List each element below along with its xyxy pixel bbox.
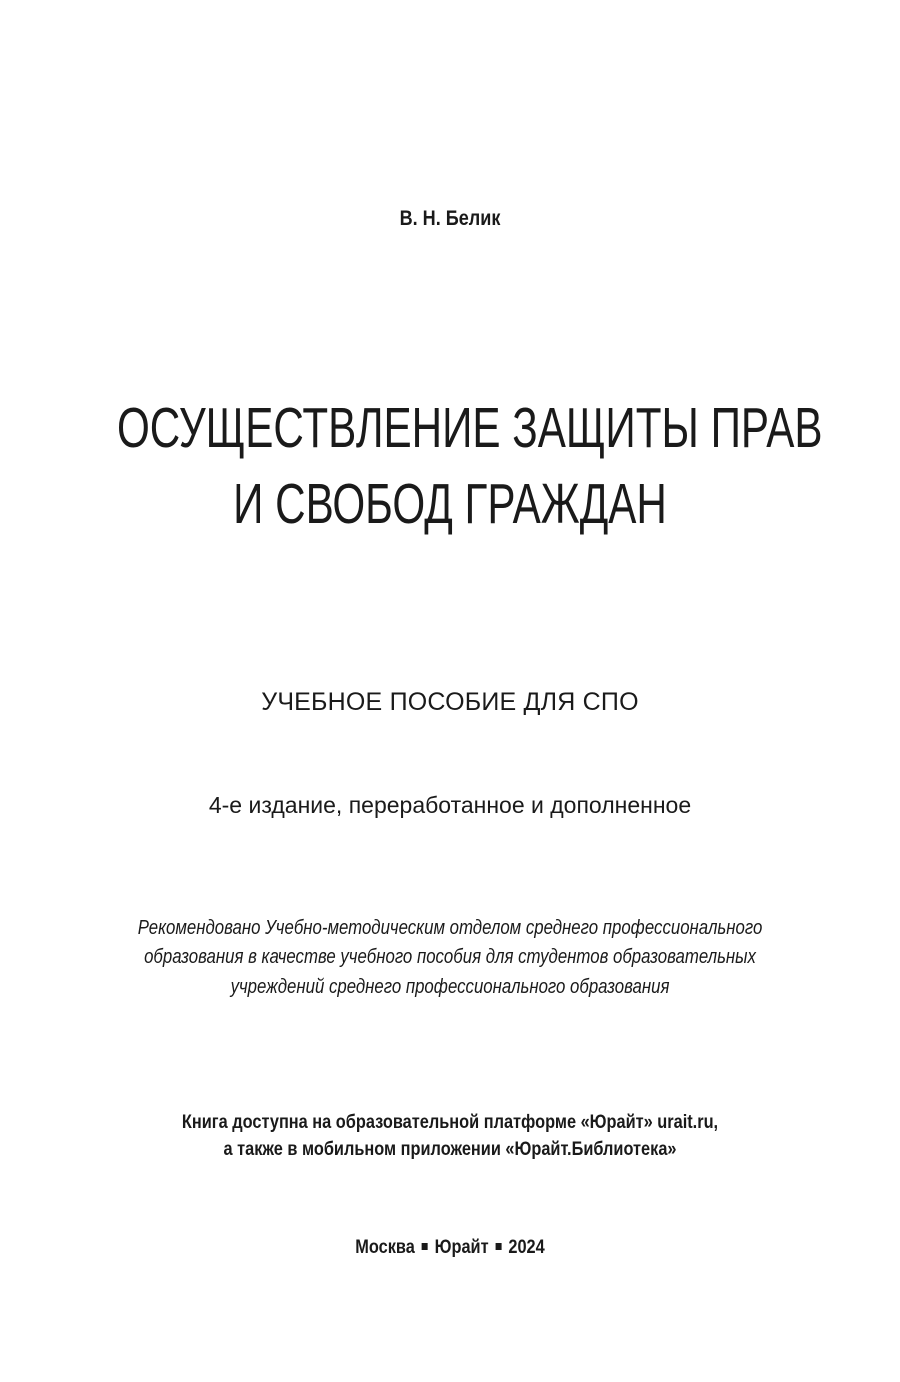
- recommendation-line-2: образования в качестве учебного пособия для студентов образовательных: [144, 946, 756, 968]
- book-subtitle: УЧЕБНОЕ ПОСОБИЕ ДЛЯ СПО: [261, 688, 639, 716]
- availability-line-1: Книга доступна на образовательной платформе «Юрайт» urait.ru,: [181, 1112, 719, 1133]
- square-separator-icon: [422, 1243, 428, 1250]
- imprint-city: Москва: [355, 1237, 415, 1258]
- availability-line-2: а также в мобильном приложении «Юрайт.Библиотека»: [223, 1139, 677, 1160]
- book-title-line-2: И СВОБОД ГРАЖДАН: [233, 472, 667, 536]
- imprint-year: 2024: [508, 1237, 545, 1258]
- imprint-publisher: Юрайт: [434, 1237, 489, 1258]
- book-title-line-1: ОСУЩЕСТВЛЕНИЕ ЗАЩИТЫ ПРАВ: [117, 396, 823, 460]
- edition-note: 4-е издание, переработанное и дополненное: [208, 792, 692, 818]
- imprint: [63, 1237, 837, 1259]
- recommendation-line-1: Рекомендовано Учебно-методическим отделом среднего профессионального: [137, 917, 763, 939]
- author-name: В. Н. Белик: [399, 207, 501, 230]
- square-separator-icon: [495, 1243, 501, 1250]
- recommendation-line-3: учреждений среднего профессионального образования: [230, 976, 670, 998]
